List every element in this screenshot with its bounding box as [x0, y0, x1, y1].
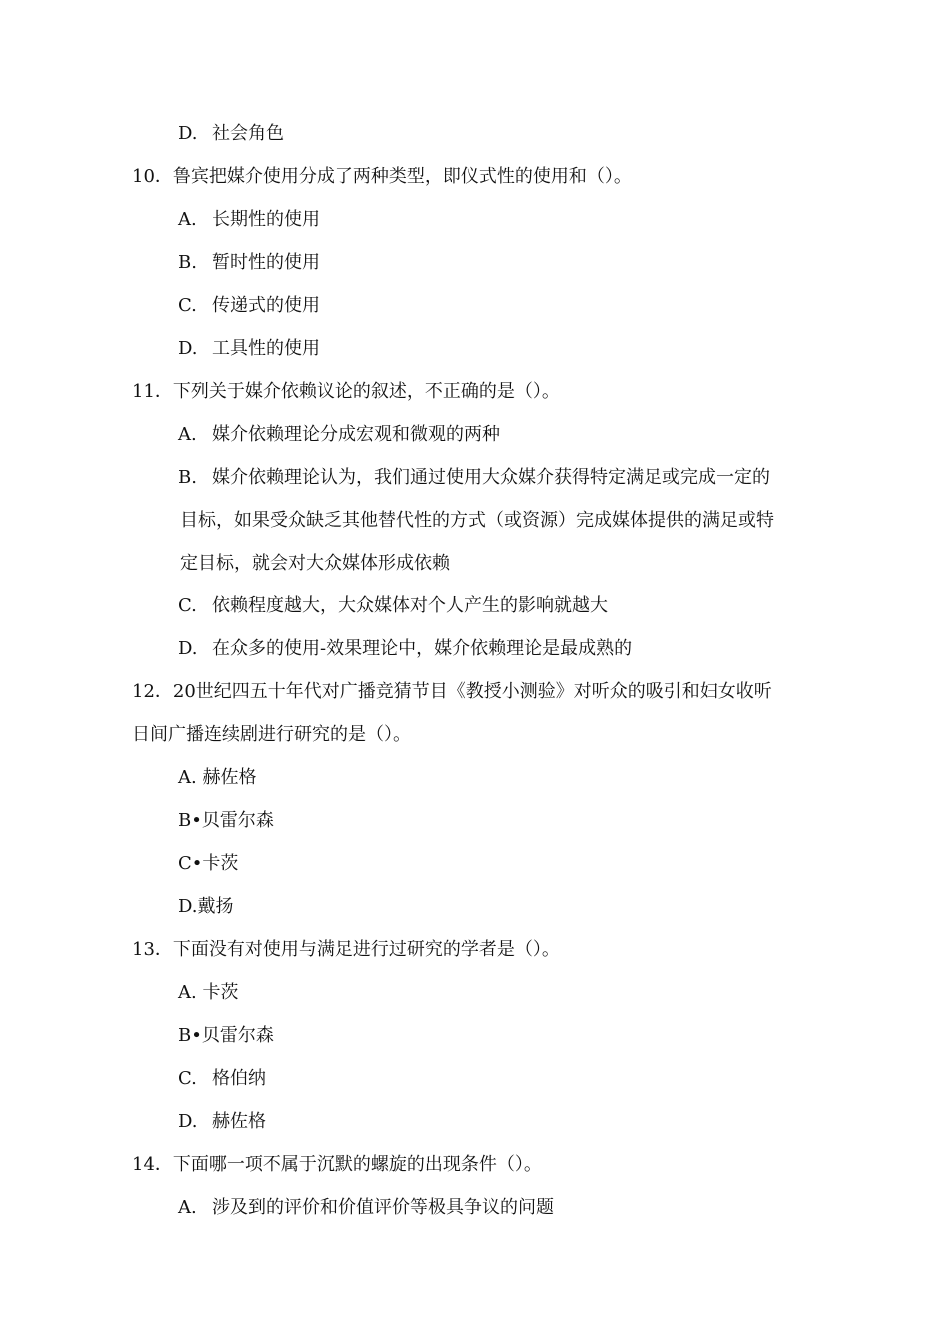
option-text: 在众多的使用-效果理论中，媒介依赖理论是最成熟的 — [212, 638, 633, 659]
option-letter: B. — [178, 467, 197, 488]
option-line — [178, 1196, 554, 1220]
option-letter: B. — [178, 252, 197, 273]
option-continuation: 定目标，就会对大众媒体形成依赖 — [180, 553, 450, 574]
option-letter: D. — [178, 638, 198, 659]
question-text: 下面没有对使用与满足进行过研究的学者是（）。 — [172, 939, 560, 960]
option-line — [178, 466, 770, 490]
option-line — [178, 122, 284, 146]
question-line — [132, 1153, 542, 1177]
option-letter: A. — [178, 424, 197, 445]
option-text: 媒介依赖理论认为，我们通过使用大众媒介获得特定满足或完成一定的 — [212, 467, 770, 488]
question-number: 11． — [132, 381, 173, 402]
option-text: 工具性的使用 — [212, 338, 320, 359]
option-line: B•贝雷尔森 — [178, 810, 274, 831]
option-line — [178, 251, 320, 275]
option-text: 赫佐格 — [212, 1111, 266, 1132]
question-number: 12． — [132, 681, 173, 702]
option-text: 暂时性的使用 — [212, 252, 320, 273]
question-continuation: 日间广播连续剧进行研究的是（）。 — [132, 724, 411, 745]
option-text: 社会角色 — [212, 123, 284, 144]
option-line — [178, 294, 320, 318]
option-text: 传递式的使用 — [212, 295, 320, 316]
option-letter: D. — [178, 338, 198, 359]
option-letter: C. — [178, 1068, 197, 1089]
option-line — [178, 1067, 266, 1091]
option-letter: C. — [178, 295, 197, 316]
option-line — [178, 1110, 266, 1134]
option-line — [178, 637, 632, 661]
option-line: B•贝雷尔森 — [178, 1025, 274, 1046]
option-line — [178, 208, 320, 232]
option-letter: A. — [178, 1197, 197, 1218]
question-text: 20世纪四五十年代对广播竞猜节目《教授小测验》对听众的吸引和妇女收听 — [172, 681, 772, 702]
option-line: D.戴扬 — [178, 896, 234, 917]
option-letter: C. — [178, 595, 197, 616]
option-line: A. 卡茨 — [178, 982, 239, 1003]
question-line — [132, 165, 632, 189]
option-text: 长期性的使用 — [212, 209, 320, 230]
option-text: 格伯纳 — [212, 1068, 266, 1089]
option-line — [178, 594, 608, 618]
option-letter: D. — [178, 1111, 198, 1132]
option-text: 依赖程度越大，大众媒体对个人产生的影响就越大 — [212, 595, 608, 616]
question-line — [132, 938, 560, 962]
option-text: 媒介依赖理论分成宏观和微观的两种 — [212, 424, 500, 445]
question-line — [132, 680, 772, 704]
option-letter: D. — [178, 123, 198, 144]
option-line — [178, 337, 320, 361]
question-text: 下面哪一项不属于沉默的螺旋的出现条件（）。 — [172, 1154, 542, 1175]
question-number: 10． — [132, 166, 173, 187]
option-text: 涉及到的评价和价值评价等极具争议的问题 — [212, 1197, 554, 1218]
option-letter: A. — [178, 209, 197, 230]
option-line — [178, 423, 500, 447]
option-line: C•卡茨 — [178, 853, 239, 874]
question-line — [132, 380, 560, 404]
question-text: 鲁宾把媒介使用分成了两种类型，即仪式性的使用和（）。 — [172, 166, 632, 187]
question-text: 下列关于媒介依赖议论的叙述，不正确的是（）。 — [172, 381, 560, 402]
question-number: 13． — [132, 939, 173, 960]
question-number: 14． — [132, 1154, 173, 1175]
option-continuation: 目标，如果受众缺乏其他替代性的方式（或资源）完成媒体提供的满足或特 — [180, 510, 774, 531]
option-line: A. 赫佐格 — [178, 767, 257, 788]
